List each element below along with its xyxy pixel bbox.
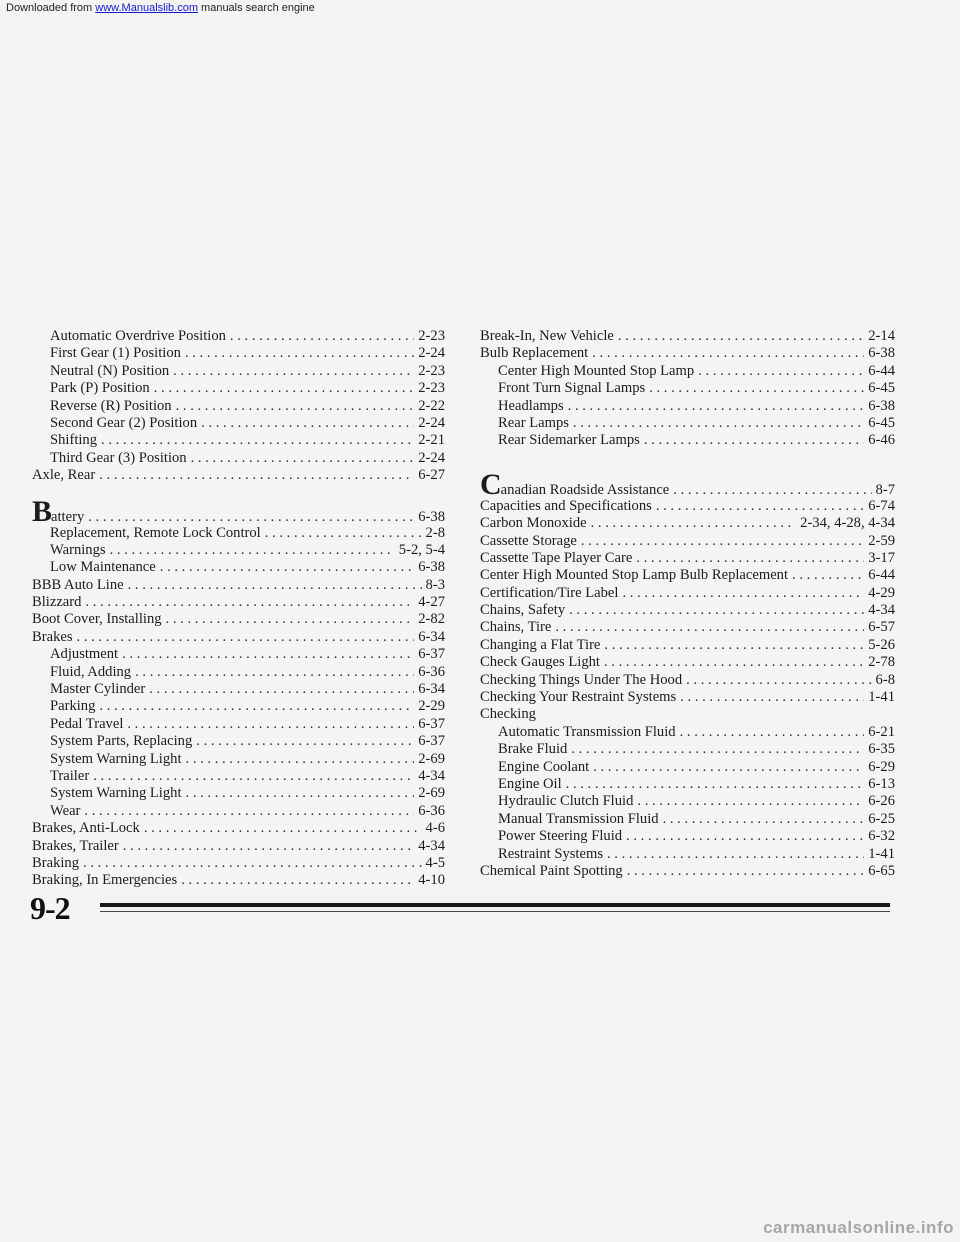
index-entry-page: 6-34 [418, 681, 445, 698]
index-entry-page: 6-74 [868, 497, 895, 514]
index-entry [480, 776, 895, 793]
dot-leader [128, 577, 422, 594]
index-entry [480, 398, 895, 415]
dot-leader [84, 803, 414, 820]
index-entry-page: 6-13 [868, 775, 895, 792]
index-entry-page: 6-37 [418, 715, 445, 732]
index-entry-label: First Gear (1) Position [50, 345, 181, 362]
index-entry-label: BBB Auto Line [32, 576, 124, 593]
index-entry-label: System Warning Light [50, 750, 182, 767]
dot-leader [85, 594, 414, 611]
dot-leader [93, 768, 414, 785]
index-entry-label: Power Steering Fluid [498, 828, 623, 845]
index-entry [32, 716, 445, 733]
dot-leader [166, 611, 415, 628]
index-entry [32, 855, 445, 872]
index-entry-label: Center High Mounted Stop Lamp [498, 362, 695, 379]
index-entry-page: 6-34 [418, 628, 445, 645]
index-entry-label: Brakes [32, 628, 73, 645]
index-entry [480, 328, 895, 345]
index-entry-page: 2-69 [418, 785, 445, 802]
index-entry-page: 6-26 [868, 793, 895, 810]
dot-leader [144, 820, 422, 837]
index-entry-page: 4-10 [418, 872, 445, 889]
index-entry-label: Automatic Overdrive Position [50, 328, 226, 344]
index-entry-label: Boot Cover, Installing [32, 611, 162, 628]
dot-leader [154, 380, 415, 397]
index-entry-label: Rear Lamps [498, 414, 569, 431]
index-entry [32, 820, 445, 837]
index-entry-label: Neutral (N) Position [50, 362, 170, 379]
index-entry-page: 2-34, 4-28, 4-34 [800, 515, 895, 532]
dot-leader [176, 398, 415, 415]
manualslib-link[interactable]: www.Manualslib.com [95, 2, 198, 14]
dot-leader [196, 733, 414, 750]
dot-leader [607, 846, 864, 863]
index-entry-page: 3-17 [868, 549, 895, 566]
index-entry-label: Carbon Monoxide [480, 515, 587, 532]
dot-leader [604, 654, 864, 671]
index-entry-label: Master Cylinder [50, 681, 146, 698]
header-prefix: Downloaded from [6, 2, 96, 14]
index-entry-label: Checking [480, 706, 536, 723]
dot-leader [77, 629, 415, 646]
dot-leader [636, 550, 864, 567]
index-entry [480, 345, 895, 362]
index-entry-label: Braking [32, 854, 80, 871]
index-entry [32, 450, 445, 467]
index-entry-page: 8-3 [425, 576, 445, 593]
index-entry [32, 415, 445, 432]
index-entry [32, 751, 445, 768]
dot-leader [573, 415, 864, 432]
index-entry-page: 6-38 [868, 345, 895, 362]
dot-leader [591, 515, 797, 532]
index-entry [480, 585, 895, 602]
index-entry-label: Blizzard [32, 594, 82, 611]
index-entry [32, 733, 445, 750]
index-entry [480, 863, 895, 880]
index-entry [32, 664, 445, 681]
index-entry-label: Low Maintenance [50, 559, 156, 576]
index-entry-page: 5-26 [868, 636, 895, 653]
index-entry-label: Automatic Transmission Fluid [498, 723, 676, 740]
dot-leader [555, 619, 864, 636]
index-entry-label: System Warning Light [50, 785, 182, 802]
dot-leader [83, 855, 422, 872]
dot-leader [618, 328, 864, 345]
index-entry-label: Adjustment [50, 646, 119, 663]
index-entry [32, 872, 445, 889]
download-header [6, 2, 315, 14]
index-entry-label: Park (P) Position [50, 380, 150, 397]
dot-leader [110, 542, 395, 559]
index-entry-page: 6-37 [418, 646, 445, 663]
index-entry-label: Pedal Travel [50, 715, 124, 732]
dot-leader [626, 828, 864, 845]
index-entry-page: 2-23 [418, 380, 445, 397]
index-entry-label: Wear [50, 802, 81, 819]
index-entry-label: Cassette Storage [480, 532, 577, 549]
index-entry [32, 398, 445, 415]
index-entry [480, 828, 895, 845]
index-entry-page: 2-59 [868, 532, 895, 549]
index-entry-page: 5-2, 5-4 [398, 541, 445, 558]
index-entry-label: Restraint Systems [498, 845, 603, 862]
index-entry-page: 6-45 [868, 414, 895, 431]
index-entry-page: 2-29 [418, 698, 445, 715]
index-entry-page: 6-38 [868, 397, 895, 414]
index-entry-page: 6-44 [868, 567, 895, 584]
index-entry-label: Trailer [50, 767, 90, 784]
index-entry-label: Chains, Safety [480, 602, 566, 619]
index-entry-label: Center High Mounted Stop Lamp Bulb Replacement [480, 567, 789, 584]
index-entry [32, 768, 445, 785]
index-entry-page: 6-44 [868, 362, 895, 379]
index-entry [480, 567, 895, 584]
index-entry-page: 2-24 [418, 414, 445, 431]
index-entry [480, 498, 895, 515]
index-entry-page: 2-14 [868, 328, 895, 344]
index-entry [32, 494, 445, 528]
index-entry-page: 6-38 [418, 559, 445, 576]
index-entry-page: 2-23 [418, 362, 445, 379]
index-entry [480, 363, 895, 380]
index-entry-label: Chemical Paint Spotting [480, 862, 623, 879]
dot-leader [101, 432, 414, 449]
index-entry-label: Reverse (R) Position [50, 397, 172, 414]
index-entry-label: Front Turn Signal Lamps [498, 380, 646, 397]
index-entry [480, 724, 895, 741]
index-entry [32, 646, 445, 663]
index-entry-label: Chains, Tire [480, 619, 552, 636]
dot-leader [99, 698, 414, 715]
index-entry-label: Manual Transmission Fluid [498, 810, 659, 827]
index-entry [480, 432, 895, 449]
index-entry-label: Bulb Replacement [480, 345, 589, 362]
dot-leader [686, 672, 871, 689]
dot-leader [644, 432, 864, 449]
index-entry-page: 4-34 [418, 837, 445, 854]
index-entry-label: Hydraulic Clutch Fluid [498, 793, 634, 810]
index-entry [32, 681, 445, 698]
index-entry-label: Warnings [50, 541, 106, 558]
index-entry-page: 4-34 [868, 602, 895, 619]
index-entry [32, 803, 445, 820]
dot-leader [637, 793, 864, 810]
index-entry [32, 380, 445, 397]
index-entry-page: 6-65 [868, 862, 895, 879]
index-entry [480, 689, 895, 706]
index-column-left [32, 328, 445, 890]
dot-leader [566, 776, 865, 793]
dot-leader [173, 363, 414, 380]
index-entry [32, 629, 445, 646]
index-entry-label: Replacement, Remote Lock Control [50, 524, 261, 541]
index-entry-label: Fluid, Adding [50, 663, 132, 680]
index-entry-label: Engine Oil [498, 775, 562, 792]
index-entry-page: 4-27 [418, 594, 445, 611]
dot-leader [698, 363, 864, 380]
footer-rule [100, 903, 890, 907]
index-entry-label: Certification/Tire Label [480, 584, 619, 601]
dot-leader [792, 567, 864, 584]
index-entry-label: Cassette Tape Player Care [480, 549, 633, 566]
index-entry [480, 467, 895, 501]
index-entry-label: Parking [50, 698, 96, 715]
index-entry [480, 846, 895, 863]
index-entry [32, 785, 445, 802]
index-entry-page: 6-29 [868, 758, 895, 775]
index-entry-label: Checking Your Restraint Systems [480, 689, 677, 706]
dot-leader [663, 811, 865, 828]
index-entry-page: 6-46 [868, 432, 895, 449]
dot-leader [186, 751, 415, 768]
dot-leader [656, 498, 864, 515]
index-entry-label: Rear Sidemarker Lamps [498, 432, 640, 449]
index-entry-label: Engine Coolant [498, 758, 590, 775]
index-entry [32, 525, 445, 542]
dot-leader [569, 602, 864, 619]
index-entry-page: 4-5 [425, 854, 445, 871]
index-entry-page: 1-41 [868, 689, 895, 706]
index-column-right [480, 328, 895, 880]
index-entry-page: 2-82 [418, 611, 445, 628]
index-entry-page: 2-23 [418, 328, 445, 344]
dot-leader [680, 689, 864, 706]
index-entry-page: 6-37 [418, 733, 445, 750]
index-entry [32, 432, 445, 449]
index-entry-label: System Parts, Replacing [50, 733, 193, 750]
index-entry-label: Brakes, Anti-Lock [32, 820, 140, 837]
index-entry-label: Break-In, New Vehicle [480, 328, 614, 344]
index-entry [480, 654, 895, 671]
index-entry-page: 6-36 [418, 663, 445, 680]
section-initial-letter: C [480, 467, 501, 501]
index-entry [480, 533, 895, 550]
index-entry-label: Braking, In Emergencies [32, 872, 178, 889]
index-entry-page: 6-8 [875, 671, 895, 688]
index-entry-label: Headlamps [498, 397, 564, 414]
index-entry [480, 811, 895, 828]
index-entry [480, 793, 895, 810]
index-entry-page: 6-57 [868, 619, 895, 636]
index-entry-label: Brake Fluid [498, 741, 568, 758]
index-entry-label: Second Gear (2) Position [50, 414, 198, 431]
index-entry [480, 672, 895, 689]
dot-leader [680, 724, 865, 741]
dot-leader [149, 681, 414, 698]
index-entry-page: 2-24 [418, 449, 445, 466]
dot-leader [649, 380, 864, 397]
dot-leader [122, 646, 414, 663]
index-entry-page: 6-35 [868, 741, 895, 758]
index-entry [32, 577, 445, 594]
index-entry [32, 363, 445, 380]
index-entry-page: 4-29 [868, 584, 895, 601]
index-entry-page: 6-36 [418, 802, 445, 819]
dot-leader [181, 872, 414, 889]
index-entry-page: 8-7 [875, 481, 895, 498]
index-entry [480, 602, 895, 619]
dot-leader [160, 559, 414, 576]
index-entry [32, 467, 445, 484]
index-entry [32, 542, 445, 559]
dot-leader [191, 450, 415, 467]
index-entry [480, 759, 895, 776]
index-entry-page: 6-32 [868, 828, 895, 845]
index-entry-page: 2-21 [418, 432, 445, 449]
index-entry-page: 4-6 [425, 820, 445, 837]
dot-leader [622, 585, 864, 602]
dot-leader [627, 863, 865, 880]
index-entry-label: Check Gauges Light [480, 654, 600, 671]
index-entry-page: 6-45 [868, 380, 895, 397]
header-suffix: manuals search engine [197, 2, 315, 14]
index-entry-label: Capacities and Specifications [480, 497, 652, 514]
index-entry [32, 345, 445, 362]
index-entry [480, 619, 895, 636]
index-entry-page: 1-41 [868, 845, 895, 862]
dot-leader [230, 328, 414, 345]
section-initial-letter: B [32, 494, 52, 528]
index-entry-page: 6-25 [868, 810, 895, 827]
index-entry [32, 838, 445, 855]
index-entry-page: 2-69 [418, 750, 445, 767]
section-heading-rest: anadian Roadside Assistance [500, 481, 670, 498]
index-entry [32, 594, 445, 611]
index-entry-page: 2-24 [418, 345, 445, 362]
index-entry-label: Checking Things Under The Hood [480, 671, 683, 688]
index-entry [32, 611, 445, 628]
index-entry-page: 2-78 [868, 654, 895, 671]
dot-leader [593, 759, 864, 776]
index-entry [480, 415, 895, 432]
dot-leader [265, 525, 422, 542]
dot-leader [185, 345, 414, 362]
index-entry [480, 741, 895, 758]
index-entry [32, 698, 445, 715]
index-entry [32, 559, 445, 576]
index-entry-page: 6-21 [868, 723, 895, 740]
dot-leader [568, 398, 865, 415]
index-entry-page: 6-38 [418, 508, 445, 525]
watermark: carmanualsonline.info [763, 1218, 954, 1237]
index-entry-label: Brakes, Trailer [32, 837, 119, 854]
dot-leader [604, 637, 864, 654]
dot-leader [201, 415, 414, 432]
dot-leader [99, 467, 414, 484]
index-entry-label: Changing a Flat Tire [480, 636, 601, 653]
dot-leader [581, 533, 864, 550]
index-entry [480, 515, 895, 532]
dot-leader [127, 716, 414, 733]
index-entry-page: 4-34 [418, 767, 445, 784]
index-entry-page: 2-8 [425, 524, 445, 541]
index-entry [480, 550, 895, 567]
index-entry [480, 380, 895, 397]
footer-rule-thin [100, 911, 890, 912]
index-entry [32, 328, 445, 345]
index-entry-page: 2-22 [418, 397, 445, 414]
index-entry-page: 6-27 [418, 467, 445, 484]
index-entry [480, 637, 895, 654]
dot-leader [571, 741, 864, 758]
index-entry [480, 706, 895, 723]
dot-leader [592, 345, 864, 362]
dot-leader [186, 785, 415, 802]
page-number: 9-2 [30, 890, 70, 926]
section-heading-rest: attery [51, 508, 85, 525]
index-entry-label: Shifting [50, 432, 98, 449]
dot-leader [135, 664, 414, 681]
dot-leader [123, 838, 414, 855]
index-entry-label: Axle, Rear [32, 467, 96, 484]
index-entry-label: Third Gear (3) Position [50, 449, 187, 466]
